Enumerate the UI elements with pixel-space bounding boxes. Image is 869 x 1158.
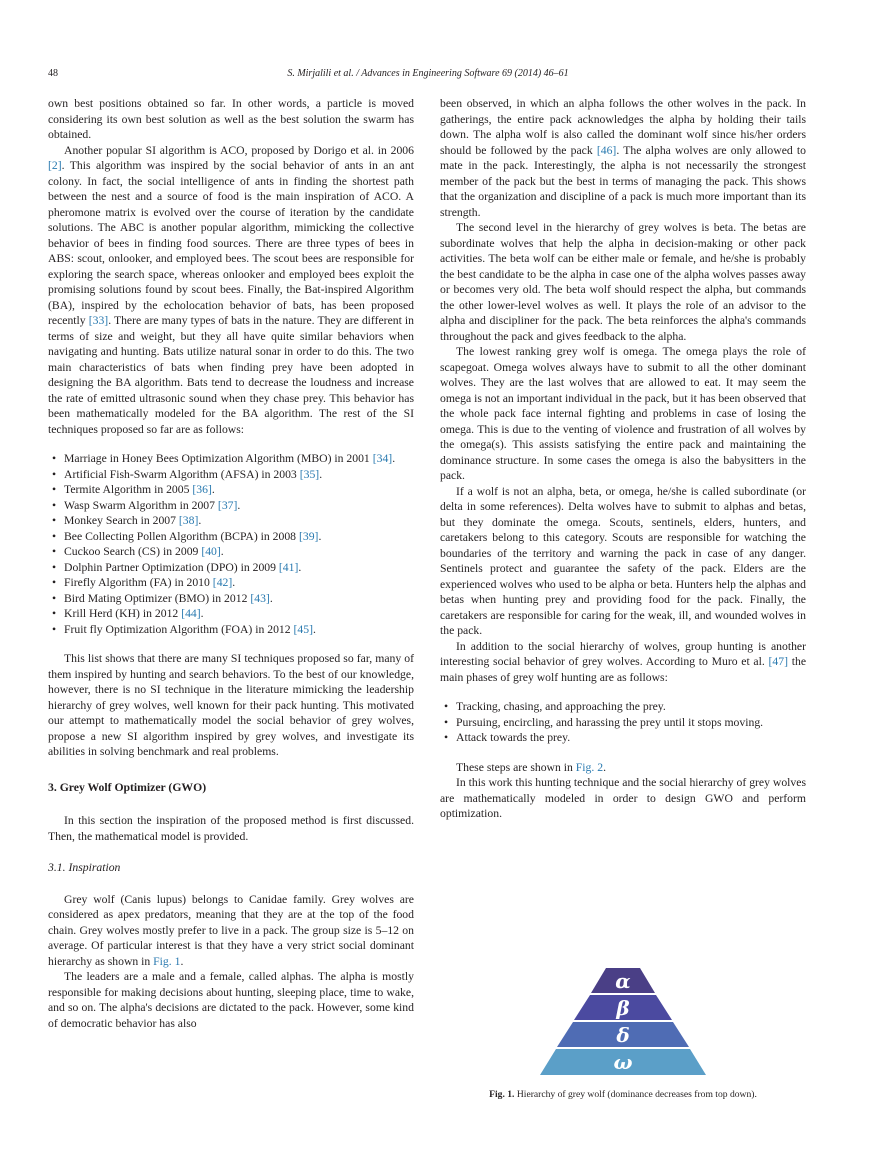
paragraph: In this work this hunting technique and the social hierarchy of grey wolves are mathematically modeled in order to design GWO and perform optimization. [440,776,806,820]
citation-link[interactable]: [47] [768,655,788,668]
list-item: • Dolphin Partner Optimization (DPO) in 2009 [41]. [48,560,414,576]
citation-link[interactable]: [39] [298,529,319,543]
list-item: • Wasp Swarm Algorithm in 2007 [37]. [48,498,414,514]
citation-link[interactable]: [36] [192,483,212,496]
citation-link[interactable]: [40] [201,545,221,558]
paragraph-aco: Another popular SI algorithm is ACO, proposed by Dorigo et al. in 2006 [2]. This algorithm was inspired by the social behavior of ants in an ant colony. In fact, the social intelligence of ants in finding the shortest path between the nest and a source of food is the main inspiration of ACO. A pheromone matrix is evolved over the course of iteration by the candidate solutions. The ABC is another popular algorithm, mimicking the collective behavior of bees in finding food sources. There are three types of bees in ABS: scout, onlooker, and employed bees. The scout bees are responsible for exploring the search space, whereas onlooker and employed bees exploit the promising solutions found by scout bees. Finally, the Bat-inspired Algorithm (BA), inspired by the echolocation behavior of bats, has been proposed recently [33]. There are many types of bats in the nature. They are different in terms of size and weight, but they all have quite similar behaviors when navigating and hunting. Bats utilize natural sonar in order to do this. The two main characteristics of bats when finding prey have been adopted in designing the BA algorithm. Bats tend to decrease the loudness and increase the rate of emitted ultrasonic sound when they chase prey. This behavior has been mathematically modeled for the BA algorithm. The rest of the SI techniques proposed so far are as follows: [48,143,414,436]
citation-link[interactable]: [42] [212,576,233,589]
list-item: • Bee Collecting Pollen Algorithm (BCPA) in 2008 [39]. [48,529,414,545]
paragraph: Grey wolf (Canis lupus) belongs to Canidae family. Grey wolves are considered as apex predators, meaning that they are at the top of the food chain. Grey wolves mostly prefer to live in a pack. The group size is 5–12 on average. Of particular interest is that they have a very strict social dominant hierarchy as shown in Fig. 1. [48,892,414,968]
list-item: • Artificial Fish-Swarm Algorithm (AFSA) in 2003 [35]. [48,467,414,483]
right-column [440,96,806,822]
citation-link[interactable]: [43] [250,591,270,605]
hunting-phases-list [440,699,806,746]
paragraph: If a wolf is not an alpha, beta, or omega, he/she is called subordinate (or delta in some references). Delta wolves have to submit to alphas and betas, but they dominate the omega. Scouts, sentinels, elders, hunters, and caretakers belong to this category. Scouts are responsible for watching the boundaries of the territory and warning the pack in case of any danger. Sentinels protect and guarantee the safety of the pack. Elders are the experienced wolves who used to be alpha or beta. Hunters help the alphas and betas when hunting prey and providing food for the pack. Finally, the caretakers are responsible for caring for the weak, ill, and wounded wolves in the pack. [440,484,806,637]
paragraph: own best positions obtained so far. In other words, a particle is moved considering its own best solution as well as the best solution the swarm has obtained. [48,97,414,141]
caption-text: Hierarchy of grey wolf (dominance decreases from top down). [514,1089,757,1100]
figure-caption [440,1089,806,1100]
list-item: • Attack towards the prey. [440,730,806,746]
left-column [48,96,414,1031]
pyramid-symbol-omega: ω [613,1050,633,1074]
citation-link[interactable]: [34] [372,452,393,465]
caption-label: Fig. 1. [489,1089,515,1100]
paragraph: The lowest ranking grey wolf is omega. The omega plays the role of scapegoat. Omega wolves always have to submit to all the other dominant wolves. They are the last wolves that are allowed to eat. It may seem the omega is not an important individual in the pack, but it has been observed that the whole pack face internal fighting and problems in case of losing the omega. This is due to the venting of violence and frustration of all wolves by the omega(s). This assists satisfying the entire pack and maintaining the dominance structure. In some cases the omega is also the babysitters in the pack. [440,345,806,482]
citation-link[interactable]: [46] [596,143,617,157]
citation-link[interactable]: [33] [88,314,109,327]
list-item: • Pursuing, encircling, and harassing the prey until it stops moving. [440,715,806,731]
paragraph: In this section the inspiration of the proposed method is first discussed. Then, the mathematical model is provided. [48,814,414,843]
paragraph: The second level in the hierarchy of grey wolves is beta. The betas are subordinate wolves that help the alpha in decision-making or other pack activities. The beta wolf can be either male or female, and he/she is probably the best candidate to be the alpha in case one of the alpha wolves passes away or becomes very old. The beta wolf should respect the alpha, but commands the other lower-level wolves as well. It plays the role of an advisor to the alpha and discipliner for the pack. The beta reinforces the alpha's commands throughout the pack and gives feedback to the alpha. [440,221,806,343]
paragraph: This list shows that there are many SI techniques proposed so far, many of them inspired by hunting and search behaviors. To the best of our knowledge, however, there is no SI technique in the literature mimicking the leadership hierarchy of grey wolves, well known for their pack hunting. This motivated our attempt to mathematically model the social behavior of grey wolves, propose a new SI algorithm inspired by grey wolves, and investigate its abilities in solving benchmark and real problems. [48,652,414,758]
section-heading: 3. Grey Wolf Optimizer (GWO) [48,780,207,794]
pyramid-symbol-beta: β [616,996,630,1020]
list-item: • Bird Mating Optimizer (BMO) in 2012 [43]. [48,591,414,607]
journal-citation: S. Mirjalili et al. / Advances in Engineering Software 69 (2014) 46–61 [287,68,569,79]
hierarchy-pyramid [440,963,806,1083]
list-item: • Fruit fly Optimization Algorithm (FOA) in 2012 [45]. [48,622,414,638]
citation-link[interactable]: [38] [178,514,199,527]
list-item: • Marriage in Honey Bees Optimization Algorithm (MBO) in 2001 [34]. [48,451,414,467]
list-item: • Monkey Search in 2007 [38]. [48,513,414,529]
paragraph: In addition to the social hierarchy of wolves, group hunting is another interesting social behavior of grey wolves. According to Muro et al. [47] the main phases of grey wolf hunting are as follows: [440,639,807,684]
page-header [48,68,808,82]
citation-link[interactable]: [44] [181,607,201,620]
list-item: • Tracking, chasing, and approaching the prey. [440,699,806,715]
pyramid-symbol-alpha: α [615,969,631,993]
citation-link[interactable]: [35] [299,467,320,481]
citation-link[interactable]: [2] [48,159,62,172]
page-number: 48 [48,68,58,79]
list-item: • Firefly Algorithm (FA) in 2010 [42]. [48,575,414,591]
paragraph: been observed, in which an alpha follows the other wolves in the pack. In gatherings, the entire pack acknowledges the alpha by holding their tails down. The alpha wolf is also called the dominant wolf since his/her orders should be followed by the pack [46]. The alpha wolves are only allowed to mate in the pack. Interestingly, the alpha is not necessarily the strongest member of the pack but the best in terms of managing the pack. This shows that the organization and discipline of a pack is much more important than its strength. [440,97,806,219]
paragraph: These steps are shown in Fig. 2. [456,760,606,774]
citation-link[interactable]: [37] [217,498,238,512]
list-item: • Termite Algorithm in 2005 [36]. [48,482,414,498]
figure-link[interactable]: Fig. 2 [575,760,604,774]
list-item: • Krill Herd (KH) in 2012 [44]. [48,606,414,622]
citation-link[interactable]: [41] [278,560,299,574]
subsection-heading: 3.1. Inspiration [48,861,121,874]
pyramid-symbol-delta: δ [616,1023,630,1047]
list-item: • Cuckoo Search (CS) in 2009 [40]. [48,544,414,560]
si-techniques-list [48,451,414,637]
figure-link[interactable]: Fig. 1 [153,954,181,968]
citation-link[interactable]: [45] [293,622,314,636]
paragraph: The leaders are a male and a female, called alphas. The alpha is mostly responsible for making decisions about hunting, sleeping place, time to wake, and so on. The alpha's decisions are dictated to the pack. However, some kind of democratic behavior has also [48,970,414,1030]
